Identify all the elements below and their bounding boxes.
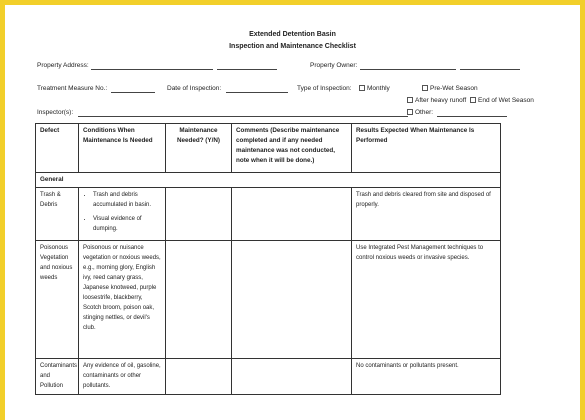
conditions-cell (79, 188, 166, 241)
end-of-wet-season-label: End of Wet Season (478, 97, 534, 104)
comments-cell[interactable] (232, 188, 352, 241)
document-title: Extended Detention Basin (249, 31, 336, 38)
other-field[interactable] (437, 116, 507, 117)
table-row (36, 188, 501, 241)
pre-wet-season-checkbox[interactable] (422, 85, 428, 91)
property-address-label: Property Address: (37, 62, 89, 69)
table-row (36, 241, 501, 359)
monthly-option[interactable] (359, 85, 390, 92)
after-heavy-runoff-label: After heavy runoff (415, 97, 467, 104)
defect-cell: Trash & Debris (36, 188, 79, 241)
table-header-row (36, 124, 501, 173)
defect-cell: Poisonous Vegetation and noxious weeds (36, 241, 79, 359)
property-address-field[interactable] (91, 69, 213, 70)
pre-wet-season-option[interactable] (422, 85, 478, 92)
comments-cell[interactable] (232, 359, 352, 395)
date-of-inspection-label: Date of Inspection: (167, 85, 222, 92)
header-conditions: Conditions When Maintenance Is Needed (79, 124, 166, 173)
header-results: Results Expected When Maintenance Is Performed (352, 124, 501, 173)
results-cell: Use Integrated Pest Management techniques to control noxious weeds or invasive species. (352, 241, 501, 359)
checklist-page (5, 5, 580, 420)
property-owner-field-2[interactable] (460, 69, 520, 70)
condition-item: • Visual evidence of dumping. (93, 214, 161, 234)
date-of-inspection-field[interactable] (226, 92, 288, 93)
table-row (36, 359, 501, 395)
after-heavy-runoff-option[interactable] (407, 97, 466, 104)
monthly-label: Monthly (367, 85, 390, 92)
end-of-wet-season-checkbox[interactable] (470, 97, 476, 103)
header-maintenance-needed: Maintenance Needed? (Y/N) (166, 124, 232, 173)
other-checkbox[interactable] (407, 109, 413, 115)
other-label: Other: (415, 109, 434, 116)
section-row (36, 173, 501, 188)
maintenance-needed-cell[interactable] (166, 241, 232, 359)
treatment-measure-field[interactable] (111, 92, 155, 93)
results-cell: No contaminants or pollutants present. (352, 359, 501, 395)
document-subtitle: Inspection and Maintenance Checklist (229, 43, 356, 50)
property-owner-label: Property Owner: (310, 62, 358, 69)
header-comments: Comments (Describe maintenance completed and if any needed maintenance was not conducted, note when it will be done.) (232, 124, 352, 173)
end-of-wet-season-option[interactable] (470, 97, 534, 104)
monthly-checkbox[interactable] (359, 85, 365, 91)
results-cell: Trash and debris cleared from site and disposed of properly. (352, 188, 501, 241)
inspectors-label: Inspector(s): (37, 109, 74, 116)
section-general: General (36, 173, 501, 188)
pre-wet-season-label: Pre-Wet Season (430, 85, 478, 92)
type-of-inspection-label: Type of Inspection: (297, 85, 352, 92)
treatment-measure-label: Treatment Measure No.: (37, 85, 108, 92)
maintenance-needed-cell[interactable] (166, 188, 232, 241)
maintenance-needed-cell[interactable] (166, 359, 232, 395)
property-address-field-2[interactable] (217, 69, 277, 70)
header-defect: Defect (36, 124, 79, 173)
checklist-table (35, 123, 501, 395)
conditions-cell: Any evidence of oil, gasoline, contaminants or other pollutants. (79, 359, 166, 395)
property-owner-field[interactable] (360, 69, 456, 70)
condition-item: • Trash and debris accumulated in basin. (93, 190, 161, 210)
defect-cell: Contaminants and Pollution (36, 359, 79, 395)
comments-cell[interactable] (232, 241, 352, 359)
other-option[interactable] (407, 109, 433, 116)
conditions-cell: Poisonous or nuisance vegetation or noxious weeds, e.g., morning glory, English ivy, reed canary grass, Japanese knotweed, purple loosestrife, blackberry, Scotch broom, poison oak, stinging nettles, or devil's club. (79, 241, 166, 359)
inspectors-field[interactable] (78, 116, 408, 117)
after-heavy-runoff-checkbox[interactable] (407, 97, 413, 103)
